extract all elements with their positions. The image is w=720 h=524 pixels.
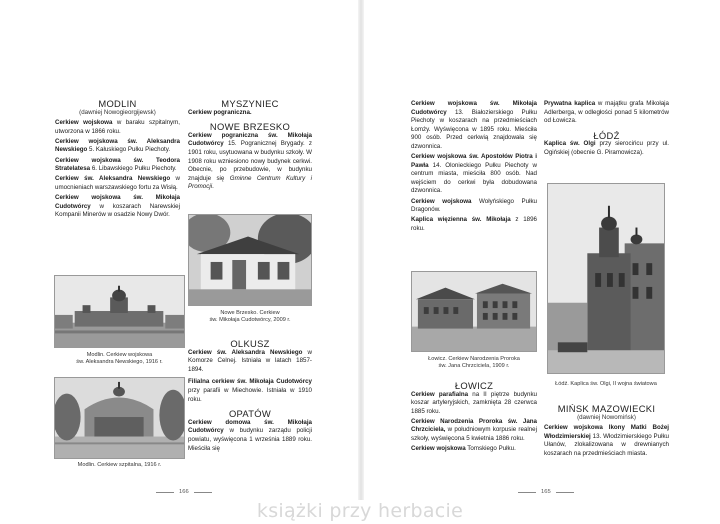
paragraph: Cerkiew wojskowa Ikony Matki Bożej Włodzimierskiej 13. Włodzimierskiego Pułku Ułanów, zlokalizowana w drewnianych koszarach na przedmieściach miasta.	[544, 424, 669, 457]
left-page-column-2-continued	[188, 336, 312, 455]
paragraph: Cerkiew św. Aleksandra Newskiego w Komorze Celnej. Istniała w latach 1857-1894.	[188, 348, 313, 373]
paragraph: Cerkiew wojskowa św. Mikołaja Cudotwórcy w koszarach Narewskiej Kompanii Minerów w osadzie Nowy Dwór.	[55, 193, 180, 219]
section-subtitle-minsk: (dawniej Nowomińsk)	[577, 413, 636, 421]
left-page-column-1	[55, 96, 180, 221]
paragraph: Filialna cerkiew św. Mikołaja Cudotwórcy przy parafii w Miechowie. Istniała w 1910 roku.	[188, 378, 312, 403]
section-title-lodz: ŁÓDŹ	[593, 129, 620, 141]
right-page-column-1-continued	[411, 378, 537, 455]
paragraph: Prywatna kaplica w majątku grafa Mikołaja Adlerberga, w odległości ponad 5 kilometrów od Łowicza.	[544, 100, 670, 125]
caption-nowe-brzesko: Nowe Brzesko. Cerkiew św. Mikołaja Cudotwórcy, 2009 r.	[209, 310, 291, 324]
paragraph: Cerkiew wojskowa św. Teodora Stratelatesa 6. Libawskiego Pułku Piechoty.	[55, 156, 180, 173]
right-page-column-2	[544, 100, 669, 159]
paragraph: Cerkiew domowa św. Mikołaja Cudotwórcy w budynku zarządu policji powiatu, wyświęcona 1 września 1889 roku. Mieściła się	[188, 418, 312, 452]
page-number-left: 166	[179, 489, 189, 495]
caption-modlin-hospital: Modlin. Cerkiew szpitalna, 1916 r.	[77, 462, 162, 468]
paragraph: Cerkiew wojskowa Wołyńskiego Pułku Dragonów.	[411, 197, 537, 214]
paragraph: Cerkiew pograniczna św. Mikołaja Cudotwórcy 15. Pogranicznej Brygady. z 1901 roku, usytuowana w budynku szkoły. W 1908 roku wzniesiono nowy budynek cerkwi. Obecnie, po przebudowie, w budynku znajduje się Gminne Centrum Kultury i Promocji.	[188, 131, 312, 191]
paragraph: Cerkiew parafialna na II piętrze budynku koszar artyleryjskich, zamknięta 28 czerwca 1885 roku.	[411, 390, 537, 415]
paragraph: Kaplica więzienna św. Mikołaja z 1896 roku.	[411, 216, 537, 232]
paragraph: Cerkiew wojskowa św. Mikołaja Cudotwórcy 13. Białozierskiego Pułku Piechoty w koszarach na przedmieściach Łomży. Wyświęcona w 1895 roku. Mieściła 900 osób. Przed cerkwią znajdowała się dzwonnica.	[411, 100, 537, 150]
paragraph: Cerkiew pograniczna.	[188, 108, 252, 116]
section-title-opatow: OPATÓW	[228, 408, 272, 420]
paragraph: Cerkiew wojskowa św. Apostołów Piotra i Pawła 14. Olonieckiego Pułku Piechoty w centrum miasta, mieściła 800 osób. Nad wejściem do cerkwi była dobudowana dzwonnica.	[411, 153, 537, 195]
paragraph: Cerkiew wojskowa Tomskiego Pułku.	[411, 445, 516, 453]
photo-lodz-chapel	[547, 183, 665, 374]
paragraph: Cerkiew wojskowa św. Aleksandra Newskiego 5. Kałuskiego Pułku Piechoty.	[55, 137, 180, 154]
section-title-nowe-brzesko: NOWE BRZESKO	[209, 121, 291, 133]
paragraph: Cerkiew Narodzenia Proroka św. Jana Chrzciciela, w południowym korpusie realnej szkoły, wyświęcona 5 kwietnia 1886 roku.	[411, 417, 537, 443]
watermark: książki przy herbacie	[256, 500, 464, 522]
right-page-column-2-continued	[544, 401, 669, 460]
right-page-column-1	[411, 100, 537, 235]
section-title-lowicz: ŁOWICZ	[454, 380, 494, 391]
paragraph: Cerkiew wojskowa w baraku szpitalnym, utworzona w 1866 roku.	[55, 119, 180, 135]
book-gutter	[358, 0, 364, 500]
photo-modlin-hospital-church	[54, 377, 185, 459]
paragraph: Cerkiew św. Aleksandra Newskiego w umocnieniach warszawskiego fortu za Wisłą.	[55, 175, 181, 191]
left-page-column-2	[188, 96, 312, 193]
photo-modlin-nevsky-church	[54, 275, 185, 348]
caption-lowicz: Łowicz. Cerkiew Narodzenia Proroka św. Jana Chrzciciela, 1909 r.	[428, 356, 520, 370]
paragraph: Kaplica św. Olgi przy sierocińcu przy ul. Ogińskiej (obecnie G. Piramowicza).	[544, 140, 669, 156]
section-title-minsk-mazowiecki: MIŃSK MAZOWIECKI	[557, 403, 656, 414]
section-title-olkusz: OLKUSZ	[230, 338, 270, 349]
photo-lowicz-church	[411, 271, 537, 352]
section-subtitle-modlin: (dawniej Nowogieorgijewsk)	[79, 108, 156, 116]
caption-modlin-nevsky: Modlin. Cerkiew wojskowa św. Aleksandra Newskiego, 1916 r.	[76, 352, 163, 366]
caption-lodz: Łódź. Kaplica św. Olgi, II wojna światowa	[555, 381, 657, 387]
section-title-modlin: MODLIN	[98, 98, 137, 109]
photo-nowe-brzesko-church	[188, 214, 312, 306]
page-number-right: 165	[541, 489, 551, 495]
section-title-myszyniec: MYSZYNIEC	[221, 98, 279, 109]
